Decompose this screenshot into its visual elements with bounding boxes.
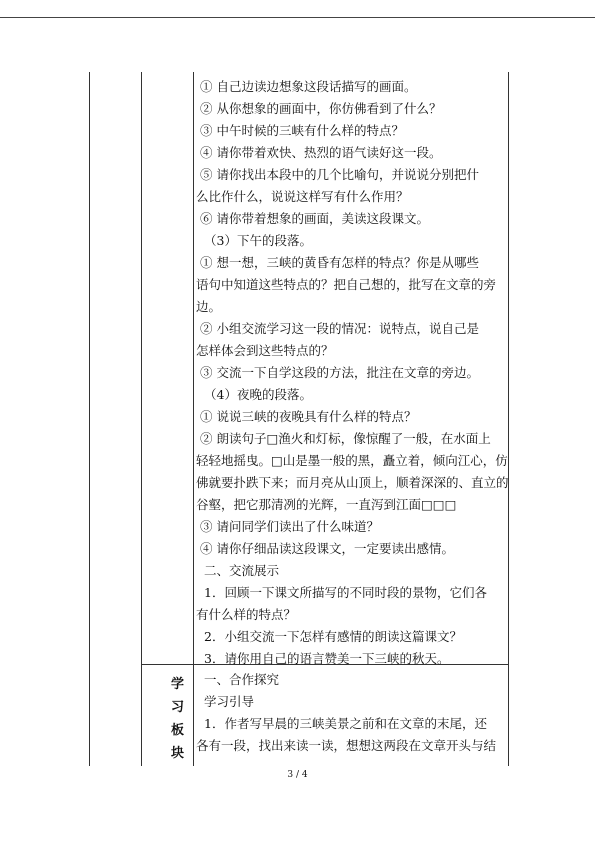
content-line: 怎样体会到这些特点的？ (196, 343, 334, 358)
content-line: ③ 交流一下自学这段的方法，批注在文章的旁边。 (200, 365, 479, 380)
section-label-char: 学 (171, 677, 185, 692)
content-line: 3．请你用自己的语言赞美一下三峡的秋天。 (204, 651, 450, 666)
section-label-char: 块 (171, 746, 185, 761)
content-line: ② 朗读句子□渔火和灯标，像惊醒了一般，在水面上 (200, 431, 491, 446)
content-line: 1．作者写早晨的三峡美景之前和在文章的末尾，还 (204, 716, 487, 731)
content-line: ② 从你想象的画面中，你仿佛看到了什么？ (200, 101, 442, 116)
table-divider-1 (141, 72, 142, 766)
content-line: ③ 中午时候的三峡有什么样的特点？ (200, 123, 404, 138)
content-line: ① 想一想，三峡的黄昏有怎样的特点？你是从哪些 (200, 255, 479, 270)
content-line: ⑤ 请你找出本段中的几个比喻句，并说说分别把什 (200, 167, 479, 182)
content-line: 谷壑，把它那清冽的光辉，一直泻到江面□□□ (196, 497, 457, 512)
header-rule (0, 17, 595, 18)
content-line: 一、合作探究 (204, 672, 280, 687)
content-line: ② 小组交流学习这一段的情况：说特点，说自己是 (200, 321, 479, 336)
content-line: 轻轻地摇曳。□山是墨一般的黑，矗立着，倾向江心，仿 (196, 453, 508, 468)
table-border-left (89, 72, 90, 766)
content-line: 有什么样的特点？ (196, 607, 297, 622)
content-line: ③ 请问同学们读出了什么味道？ (200, 519, 379, 534)
content-line: （4）夜晚的段落。 (204, 387, 312, 402)
content-line: ⑥ 请你带着想象的画面，美读这段课文。 (200, 211, 429, 226)
content-line: ① 说说三峡的夜晚具有什么样的特点？ (200, 409, 417, 424)
table-divider-2 (193, 72, 194, 766)
content-line: 佛就要扑跌下来；而月亮从山顶上，顺着深深的、直立的 (196, 475, 509, 490)
content-line: 二、交流展示 (204, 563, 280, 578)
content-line: 语句中知道这些特点的？把自己想的，批写在文章的旁 (196, 277, 497, 292)
content-line: 2．小组交流一下怎样有感情的朗读这篇课文？ (204, 629, 462, 644)
page-number: 3 / 4 (287, 770, 308, 780)
content-line: 学习引导 (204, 694, 255, 709)
content-line: ④ 请你带着欢快、热烈的语气读好这一段。 (200, 145, 442, 160)
content-line: 各有一段，找出来读一读，想想这两段在文章开头与结 (196, 738, 497, 753)
activity-steps (196, 72, 509, 666)
content-line: （3）下午的段落。 (204, 233, 312, 248)
study-section-text (196, 665, 502, 765)
content-line: 1．回顾一下课文所描写的不同时段的景物，它们各 (204, 585, 487, 600)
content-line: 么比作什么，说说这样写有什么作用？ (196, 189, 409, 204)
table-border-right (508, 72, 509, 766)
content-line: ④ 请你仔细品读这段课文，一定要读出感情。 (200, 541, 454, 556)
section-label-study (159, 665, 195, 765)
content-line: 边。 (196, 299, 222, 314)
section-label-char: 习 (171, 700, 185, 715)
section-label-char: 板 (171, 723, 185, 738)
content-line: ① 自己边读边想象这段话描写的画面。 (200, 79, 417, 94)
